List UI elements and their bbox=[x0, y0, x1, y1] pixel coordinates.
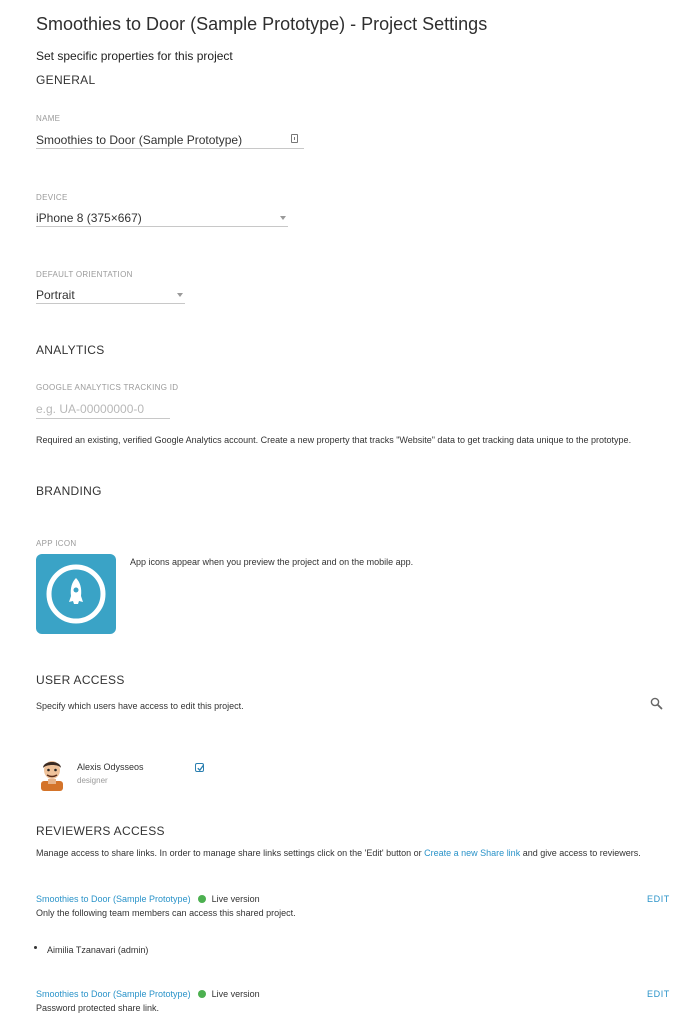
share-link-status: Live version bbox=[211, 989, 260, 999]
share-link-title[interactable]: Smoothies to Door (Sample Prototype) bbox=[36, 894, 191, 904]
page-title: Smoothies to Door (Sample Prototype) - Project Settings bbox=[36, 14, 488, 34]
share-link-row bbox=[36, 989, 260, 999]
page-subtitle: Set specific properties for this project bbox=[36, 49, 233, 63]
reviewers-description-text: Manage access to share links. In order to manage share links settings click on the 'Edit' button or bbox=[36, 848, 425, 858]
share-link-title[interactable]: Smoothies to Door (Sample Prototype) bbox=[36, 989, 191, 999]
reviewers-access-description bbox=[36, 847, 656, 859]
user-access-description: Specify which users have access to edit this project. bbox=[36, 701, 244, 711]
create-share-link[interactable]: Create a new Share link bbox=[424, 848, 521, 858]
app-icon-label: APP ICON bbox=[36, 539, 77, 548]
avatar bbox=[38, 757, 66, 791]
device-select[interactable] bbox=[36, 209, 288, 227]
orientation-select[interactable] bbox=[36, 286, 185, 304]
ga-tracking-label: GOOGLE ANALYTICS TRACKING ID bbox=[36, 383, 179, 392]
device-label: DEVICE bbox=[36, 193, 68, 202]
reviewers-description-text-end: and give access to reviewers. bbox=[520, 848, 641, 858]
general-heading: GENERAL bbox=[36, 73, 96, 87]
analytics-heading: ANALYTICS bbox=[36, 343, 105, 357]
member-list-item: Aimilia Tzanavari (admin) bbox=[47, 945, 149, 955]
name-field[interactable] bbox=[36, 131, 304, 149]
ga-tracking-input[interactable] bbox=[36, 400, 170, 419]
orientation-value: Portrait bbox=[36, 288, 75, 302]
bullet-icon bbox=[34, 946, 37, 949]
device-value: iPhone 8 (375×667) bbox=[36, 211, 142, 225]
app-icon[interactable] bbox=[36, 554, 116, 634]
name-label: NAME bbox=[36, 114, 61, 123]
branding-heading: BRANDING bbox=[36, 484, 102, 498]
edit-share-link-button[interactable]: EDIT bbox=[647, 989, 670, 999]
user-access-heading: USER ACCESS bbox=[36, 673, 125, 687]
app-icon-note: App icons appear when you preview the project and on the mobile app. bbox=[130, 557, 414, 567]
edit-share-link-button[interactable]: EDIT bbox=[647, 894, 670, 904]
share-link-description: Only the following team members can access this shared project. bbox=[36, 908, 296, 918]
share-link-status: Live version bbox=[211, 894, 260, 904]
live-status-dot bbox=[198, 990, 206, 998]
analytics-note: Required an existing, verified Google Analytics account. Create a new property that tracks "Website" data to get tracking data unique to the prototype. bbox=[36, 435, 632, 445]
reviewers-access-heading: REVIEWERS ACCESS bbox=[36, 824, 165, 838]
checkmark-icon bbox=[196, 763, 205, 773]
user-row bbox=[38, 757, 66, 791]
share-link-description: Password protected share link. bbox=[36, 1003, 160, 1013]
lock-icon bbox=[291, 134, 298, 143]
user-name: Alexis Odysseos bbox=[77, 762, 144, 772]
user-access-checkbox[interactable] bbox=[195, 763, 204, 772]
bullet-container bbox=[34, 943, 40, 949]
user-role: designer bbox=[77, 776, 108, 785]
share-link-row bbox=[36, 894, 260, 904]
name-value: Smoothies to Door (Sample Prototype) bbox=[36, 133, 243, 147]
chevron-down-icon bbox=[177, 293, 183, 297]
rocket-icon bbox=[36, 554, 116, 634]
orientation-label: DEFAULT ORIENTATION bbox=[36, 270, 133, 279]
chevron-down-icon bbox=[280, 216, 286, 220]
live-status-dot bbox=[198, 895, 206, 903]
search-icon[interactable] bbox=[650, 697, 663, 710]
